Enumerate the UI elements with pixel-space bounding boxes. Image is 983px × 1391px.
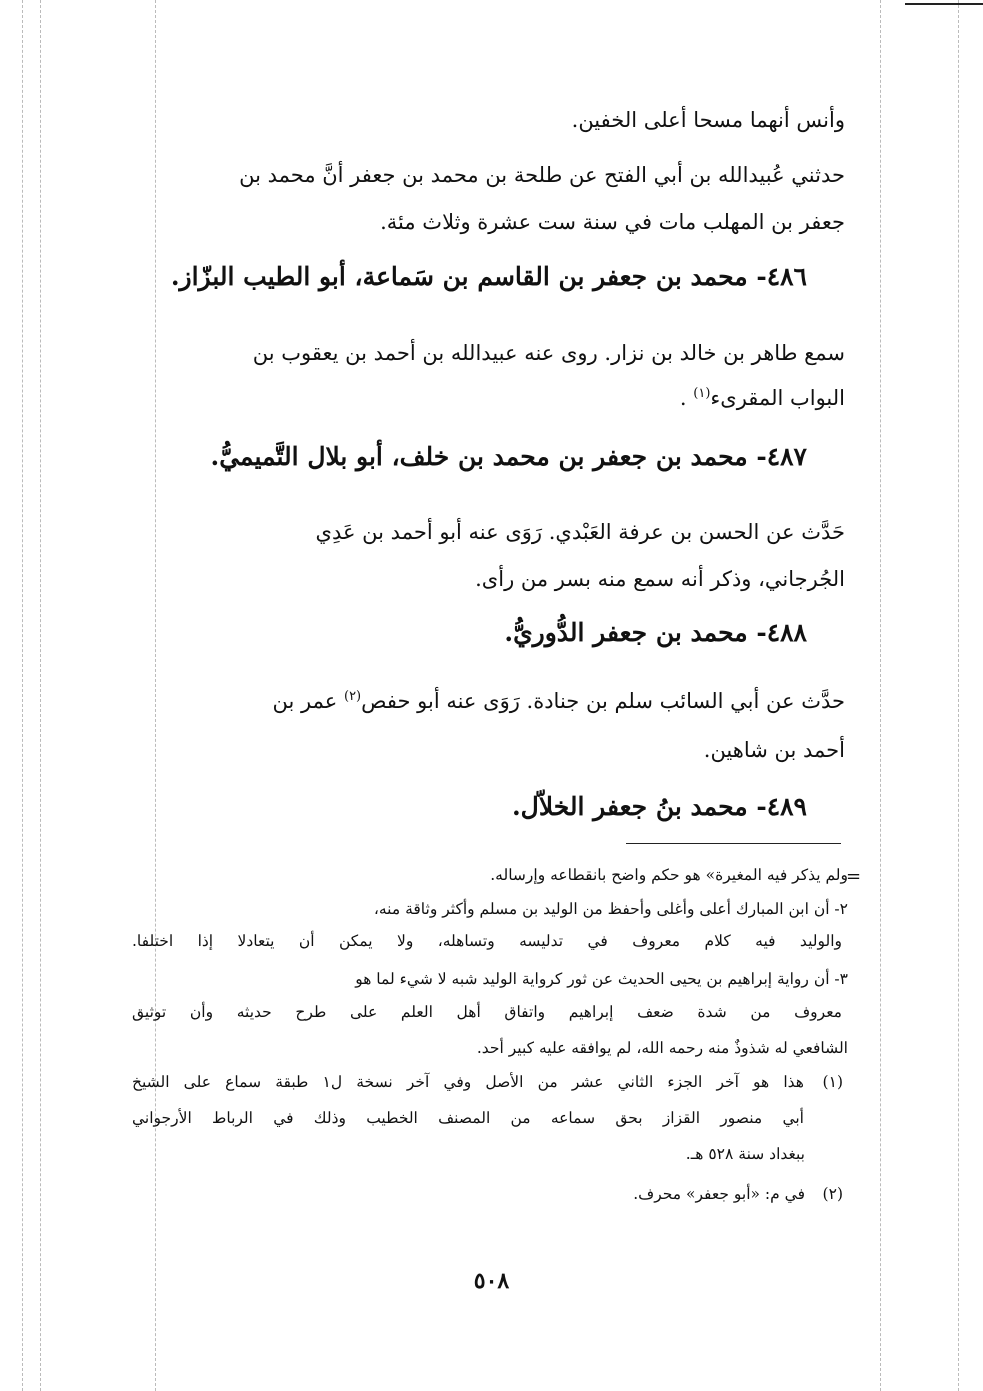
paragraph-line: حَدَّث عن الحسن بن عرفة العَبْدي. رَوَى عنه أبو أحمد بن عَدِي [315, 520, 845, 544]
footnote-number: (١) [822, 1073, 843, 1091]
paragraph-line [680, 386, 845, 410]
footnote-rule [626, 843, 841, 844]
footnote-line: في م: «أبو جعفر» محرف. [633, 1185, 805, 1203]
scan-artifact-line [40, 0, 41, 1391]
paragraph-line: سمع طاهر بن خالد بن نزار. روى عنه عبيدالله بن أحمد بن يعقوب بن [252, 341, 845, 365]
footnote-line: ٣- أن رواية إبراهيم بن يحيى الحديث عن ثور كرواية الوليد شبه لا شيء لما هو [355, 970, 848, 988]
scan-artifact-line [880, 0, 881, 1391]
paragraph-line: جعفر بن المهلب مات في سنة ست عشرة وثلاث مئة. [380, 210, 845, 234]
paragraph-line: الجُرجاني، وذكر أنه سمع منه بسر من رأى. [475, 567, 845, 591]
entry-heading-486: ٤٨٦- محمد بن جعفر بن القاسم بن سَماعة، أبو الطيب البزّاز. [170, 262, 807, 291]
entry-heading-489: ٤٨٩- محمد بنُ جعفر الخلاّل. [511, 792, 807, 821]
footnote-line: ولم يذكر فيه المغيرة» هو حكم واضح بانقطاعه وإرساله. [490, 866, 848, 884]
scan-artifact-line [958, 0, 959, 1391]
page-number: ٥٠٨ [473, 1268, 510, 1294]
entry-heading-488: ٤٨٨- محمد بن جعفر الدُّوريُّ. [504, 618, 807, 647]
footnote-line: أبي منصور القزاز بحق سماعه من المصنف الخطيب وذلك في الرباط الأرجواني [132, 1109, 804, 1127]
paragraph-text: عمر بن [272, 689, 338, 713]
footnote-line: هذا هو آخر الجزء الثاني عشر من الأصل وفي آخر نسخة ل١ طبقة سماع على الشيخ [132, 1073, 804, 1091]
footnote-line: ٢- أن ابن المبارك أعلى وأغلى وأحفظ من الوليد بن مسلم وأكثر وثاقة منه، [373, 900, 848, 918]
continuation-mark: = [846, 866, 862, 887]
footnote-line: ببغداد سنة ٥٢٨ هـ. [685, 1145, 805, 1163]
paragraph-line: حدثني عُبيدالله بن أبي الفتح عن طلحة بن محمد بن جعفر أنَّ محمد بن [239, 163, 845, 187]
footnote-line: والوليد فيه كلام معروف في تدليسه وتساهله، ولا يمكن أن يتعادلا إذا اختلفا. [132, 932, 842, 950]
scan-artifact-line [22, 0, 23, 1391]
entry-heading-487: ٤٨٧- محمد بن جعفر بن محمد بن خلف، أبو بلال التَّميميُّ. [210, 442, 807, 471]
footnote-ref[interactable]: (٢) [343, 689, 362, 704]
scan-edge-line [905, 3, 983, 5]
paragraph-line [130, 690, 845, 712]
paragraph-text: البواب المقرىء [710, 386, 845, 410]
paragraph-line: وأنس أنهما مسحا أعلى الخفين. [571, 108, 845, 132]
paragraph-end: . [679, 386, 687, 410]
paragraph-text: حدَّث عن أبي السائب سلم بن جنادة. رَوَى عنه أبو حفص [361, 689, 845, 713]
footnote-line: الشافعي له شذوذٌ منه رحمه الله، لم يوافقه عليه كبير أحد. [476, 1039, 848, 1057]
footnote-ref[interactable]: (١) [693, 386, 711, 401]
paragraph-line: أحمد بن شاهين. [703, 738, 845, 762]
footnote-number: (٢) [822, 1185, 843, 1203]
footnote-line: معروف من شدة ضعف إبراهيم واتفاق أهل العلم على طرح حديثه وأن توثيق [132, 1003, 842, 1021]
